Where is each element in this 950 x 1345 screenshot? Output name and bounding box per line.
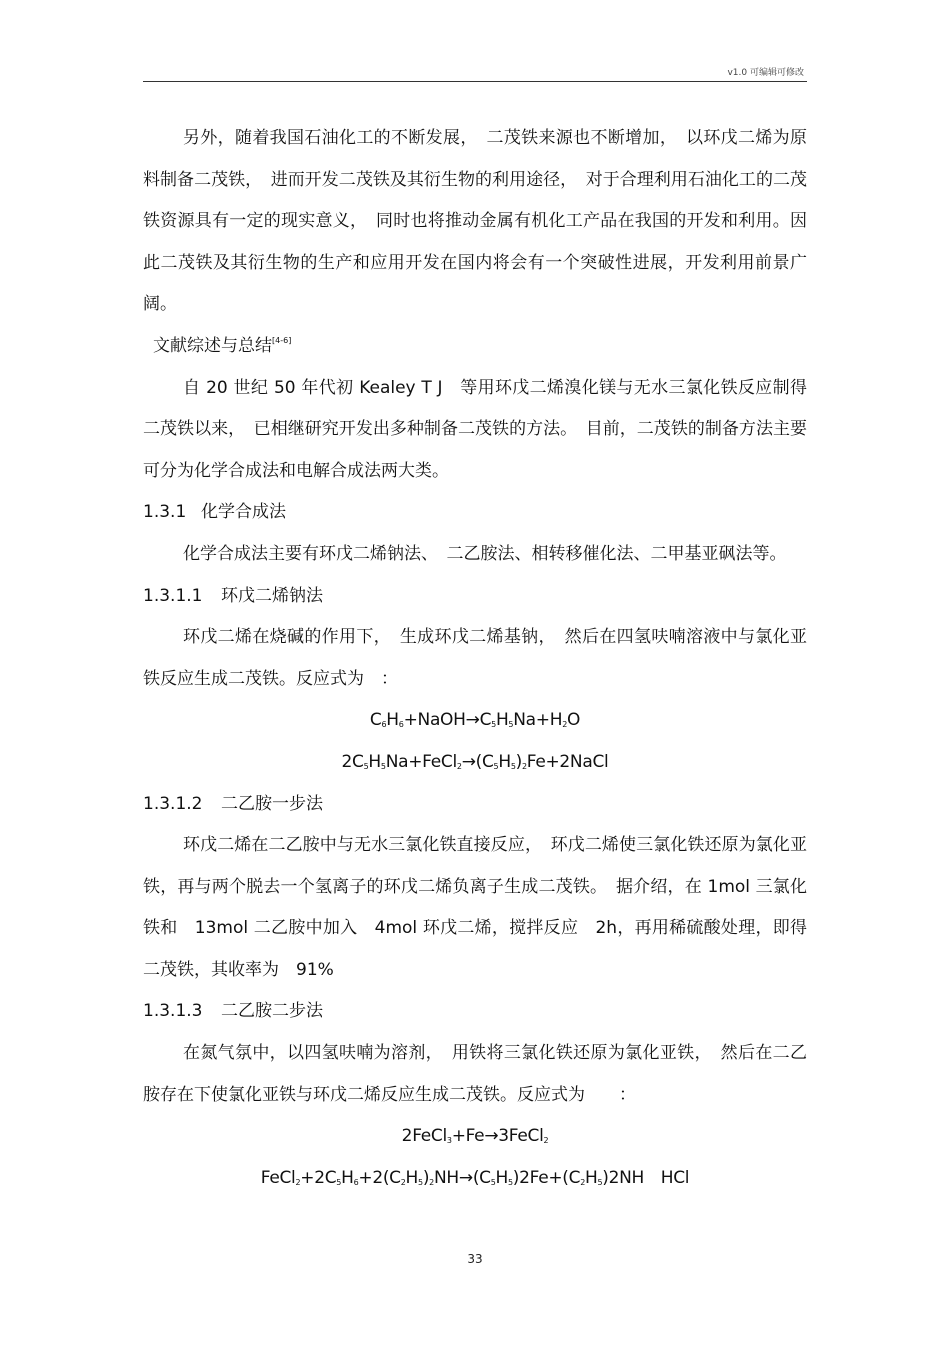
formula-subscript: 2 (521, 761, 527, 771)
formula-3: 2FeCl$_3$+Fe→3FeCl$_2$ (401, 1126, 549, 1147)
formula-subscript: 6 (398, 720, 404, 730)
heading-1-3-1 (143, 492, 807, 534)
formula-4: $FeCl_2+2C_5H_6+2(C_2H_5)_2NH\to(C_5H_5)2Fe+(C_2H_5)2NH$ HCl (260, 1167, 690, 1188)
heading-1-3-1-2 (143, 784, 807, 826)
heading-1-3-1-1 (143, 576, 807, 618)
paragraph-history: 自 20 世纪 50 年代初 Kealey T J 等用环戊二烯溴化镁与无水三氯化铁反应制得二茂铁以来， 已相继研究开发出多种制备二茂铁的方法。 目前，二茂铁的制备方法主要可分为化学合成法和电解合成法两大类。 (143, 377, 807, 481)
section-title-text: 文献综述与总结 (153, 335, 272, 356)
paragraph-one-step: 环戊二烯在二乙胺中与无水三氯化铁直接反应， 环戊二烯使三氯化铁还原为氯化亚铁，再与两个脱去一个氢离子的环戊二烯负离子生成二茂铁。 据介绍，在 1mol 三氯化铁和 13mol 二乙胺中加入 4mol 环戊二烯，搅拌反应 2h，再用稀硫酸处理，即得二茂铁，其收率为 91% (143, 835, 807, 980)
header-rule (143, 81, 807, 82)
formula-1: $C_6H_6+NaOH\to C_5H_5Na+H_2O$ (369, 710, 581, 731)
formula-subscript: 2 (580, 1177, 585, 1187)
formula-subscript: 2 (543, 1136, 549, 1146)
heading-text: 二乙胺二步法 (221, 1001, 323, 1022)
heading-1-3-1-3 (143, 991, 807, 1033)
formula-subscript: 5 (363, 761, 369, 771)
formula-2: $2C_5H_5Na+FeCl_2\to(C_5H_5)_2Fe+2NaCl$ (341, 751, 609, 772)
version-label: v1.0 可编辑可修改 (727, 68, 804, 78)
page-number: 33 (467, 1252, 483, 1266)
paragraph-sodium-method: 环戊二烯在烧碱的作用下， 生成环戊二烯基钠， 然后在四氢呋喃溶液中与氯化亚铁反应生成二茂铁。反应式为 ： (143, 627, 807, 689)
formula-subscript: 5 (418, 1177, 423, 1187)
heading-number: 1.3.1.3 (143, 1001, 203, 1022)
formula-subscript: 5 (336, 1177, 342, 1187)
formula-subscript: 5 (508, 1177, 513, 1187)
formula-subscript: 5 (493, 761, 499, 771)
formula-subscript: 3 (446, 1136, 452, 1146)
formula-subscript: 2 (400, 1177, 406, 1187)
heading-number: 1.3.1 (143, 502, 187, 523)
paragraph-chemical-methods: 化学合成法主要有环戊二烯钠法、 二乙胺法、相转移催化法、二甲基亚砜法等。 (183, 543, 787, 564)
formula-subscript: 5 (510, 761, 516, 771)
heading-number: 1.3.1.2 (143, 793, 203, 814)
formula-subscript: 5 (490, 1177, 496, 1187)
heading-number: 1.3.1.1 (143, 585, 203, 606)
heading-text: 环戊二烯钠法 (221, 585, 323, 606)
formula-subscript: 2 (429, 1177, 434, 1187)
citation-ref: [4-6] (272, 335, 292, 345)
heading-text: 化学合成法 (201, 502, 286, 523)
formula-subscript: 5 (597, 1177, 603, 1187)
formula-subscript: 2 (295, 1177, 301, 1187)
formula-subscript: 6 (381, 720, 387, 730)
document-body (143, 118, 807, 1199)
paragraph-two-step: 在氮气氛中，以四氢呋喃为溶剂， 用铁将三氯化铁还原为氯化亚铁， 然后在二乙胺存在下使氯化亚铁与环戊二烯反应生成二茂铁。反应式为 ： (143, 1043, 807, 1105)
formula-subscript: 6 (353, 1177, 359, 1187)
formula-subscript: 5 (508, 720, 514, 730)
formula-subscript: 5 (380, 761, 386, 771)
paragraph-intro: 另外，随着我国石油化工的不断发展， 二茂铁来源也不断增加， 以环戊二烯为原料制备二茂铁， 进而开发二茂铁及其衍生物的利用途径， 对于合理利用石油化工的二茂铁资源具有一定的现实意义， 同时也将推动金属有机化工产品在我国的开发和利用。因此二茂铁及其衍生物的生产和应用开发在国内将会有一个突破性进展，开发利用前景广阔。 (143, 128, 807, 315)
section-title (143, 326, 807, 368)
formula-subscript: 2 (562, 720, 567, 730)
heading-text: 二乙胺一步法 (221, 793, 323, 814)
formula-subscript: 2 (456, 761, 462, 771)
formula-subscript: 5 (491, 720, 496, 730)
